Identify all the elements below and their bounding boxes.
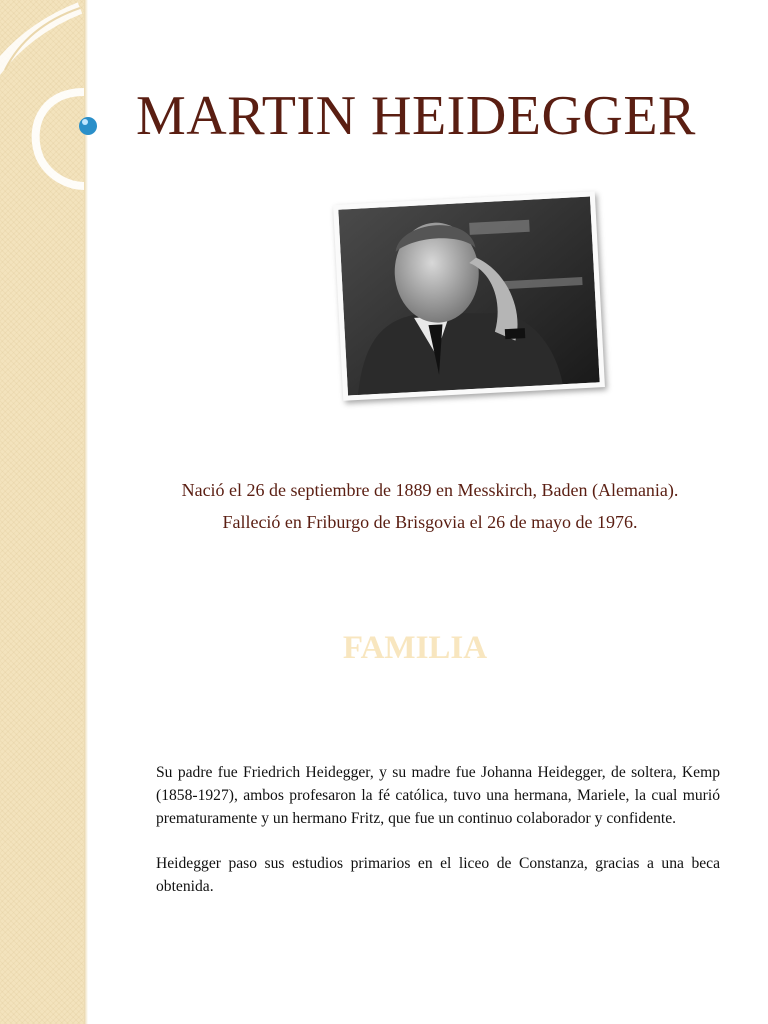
- birth-text: Nació el 26 de septiembre de 1889 en Messkirch, Baden (Alemania).: [181, 480, 679, 500]
- bead-highlight: [82, 119, 88, 125]
- page-title: MARTIN HEIDEGGER: [136, 85, 696, 147]
- family-paragraph: Su padre fue Friedrich Heidegger, y su madre fue Johanna Heidegger, de soltera, Kemp (1858-1927), ambos profesaron la fé católica, tuvo una hermana, Mariele, la cual murió prematuramente y un hermano Fritz, que fue un continuo colaborador y confidente.: [156, 764, 720, 827]
- portrait-photo-icon: [338, 197, 599, 396]
- portrait-photo: [333, 191, 605, 400]
- biography-dates: [100, 474, 760, 538]
- blue-bead-icon: [79, 117, 97, 135]
- arc-middle: [36, 92, 84, 186]
- death-text: Falleció en Friburgo de Brisgovia el 26 de mayo de 1976.: [222, 512, 638, 532]
- decorative-arcs: [0, 0, 130, 200]
- family-section: [156, 761, 720, 920]
- section-heading-familia: FAMILIA: [342, 630, 488, 666]
- education-paragraph: Heidegger paso sus estudios primarios en el liceo de Constanza, gracias a una beca obtenida.: [156, 855, 720, 895]
- arc-top: [0, 8, 80, 95]
